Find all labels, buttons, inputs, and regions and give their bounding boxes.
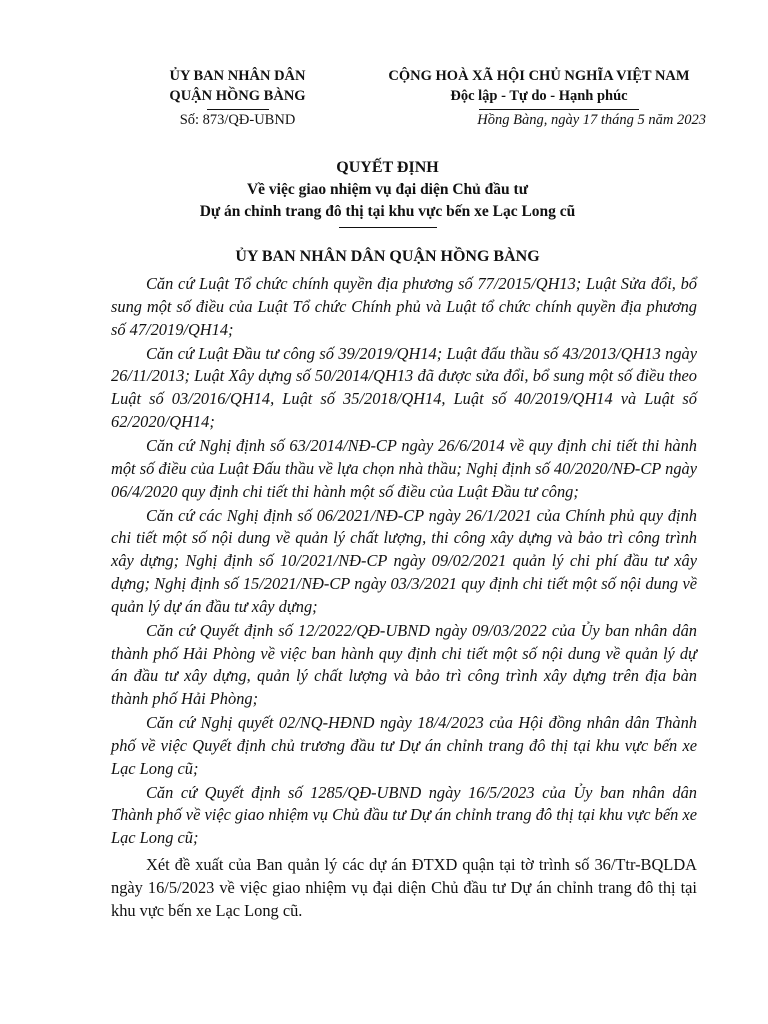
legal-basis-paragraph: Căn cứ Nghị quyết 02/NQ-HĐND ngày 18/4/2023 của Hội đồng nhân dân Thành phố về việc Quyết định chủ trương đầu tư Dự án chỉnh trang đô thị tại khu vực bến xe Lạc Long cũ; [111, 713, 697, 778]
legal-basis-paragraph: Căn cứ Luật Đầu tư công số 39/2019/QH14; Luật đấu thầu số 43/2013/QH13 ngày 26/11/2013; Luật Xây dựng số 50/2014/QH13 đã được sửa đổi, bổ sung một số điều theo Luật số 03/2016/QH14, Luật số 35/2018/QH14, Luật số 40/2019/QH14 và Luật số 62/2020/QH14; [111, 343, 697, 431]
district-name: QUẬN HỒNG BÀNG [169, 88, 306, 104]
legal-basis-paragraph: Căn cứ Nghị định số 63/2014/NĐ-CP ngày 26/6/2014 về quy định chi tiết thi hành một số điều của Luật Đấu thầu về lựa chọn nhà thầu; Nghị định số 40/2020/NĐ-CP ngày 06/4/2020 quy định chi tiết thi hành một số điều của Luật Đầu tư công; [111, 435, 697, 501]
decision-subject-line-1: Về việc giao nhiệm vụ đại diện Chủ đầu tư [246, 181, 529, 198]
national-heading-block [360, 66, 718, 130]
decision-title-block [100, 157, 675, 228]
document-date: Hồng Bàng, ngày 17 tháng 5 năm 2023 [477, 112, 706, 128]
document-body [111, 273, 697, 922]
legal-basis-paragraph: Căn cứ Luật Tổ chức chính quyền địa phương số 77/2015/QH13; Luật Sửa đổi, bổ sung một số điều của Luật Tổ chức Chính phủ và Luật tổ chức chính quyền địa phương số 47/2019/QH14; [111, 274, 697, 339]
national-title: CỘNG HOÀ XÃ HỘI CHỦ NGHĨA VIỆT NAM [388, 68, 690, 84]
decision-subject-line-2: Dự án chỉnh trang đô thị tại khu vực bến xe Lạc Long cũ [199, 203, 576, 220]
document-number: Số: 873/QĐ-UBND [179, 112, 296, 128]
issuing-authority-block [130, 66, 345, 130]
legal-basis-paragraph: Căn cứ các Nghị định số 06/2021/NĐ-CP ngày 26/1/2021 của Chính phủ quy định chi tiết một số nội dung về quản lý chất lượng, thi công xây dựng và bảo trì công trình xây dựng; Nghị định số 10/2021/NĐ-CP ngày 09/02/2021 quản lý chi phí đầu tư xây dựng; Nghị định số 15/2021/NĐ-CP ngày 03/3/2021 quy định chi tiết một số nội dung về quản lý dự án đầu tư xây dựng; [111, 505, 697, 616]
national-motto: Độc lập - Tự do - Hạnh phúc [450, 88, 628, 104]
authority-name: ỦY BAN NHÂN DÂN [169, 68, 306, 84]
legal-basis-paragraph: Căn cứ Quyết định số 12/2022/QĐ-UBND ngày 09/03/2022 của Ủy ban nhân dân thành phố Hải Phòng về việc ban hành quy định chi tiết một số nội dung về quản lý dự án đầu tư xây dựng, quản lý chất lượng và bảo trì công trình xây dựng trên địa bàn thành phố Hải Phòng; [111, 620, 697, 709]
proposal-paragraph: Xét đề xuất của Ban quản lý các dự án ĐTXD quận tại tờ trình số 36/Ttr-BQLDA ngày 16/5/2023 về việc giao nhiệm vụ đại diện Chủ đầu tư Dự án chỉnh trang đô thị tại khu vực bến xe Lạc Long cũ. [111, 855, 697, 920]
issuer-heading: ỦY BAN NHÂN DÂN QUẬN HỒNG BÀNG [235, 248, 540, 265]
decision-title: QUYẾT ĐỊNH [336, 159, 439, 176]
legal-basis-paragraph: Căn cứ Quyết định số 1285/QĐ-UBND ngày 16/5/2023 của Ủy ban nhân dân Thành phố về việc giao nhiệm vụ Chủ đầu tư Dự án chỉnh trang đô thị tại khu vực bến xe Lạc Long cũ; [111, 782, 697, 848]
title-underline [339, 227, 437, 228]
